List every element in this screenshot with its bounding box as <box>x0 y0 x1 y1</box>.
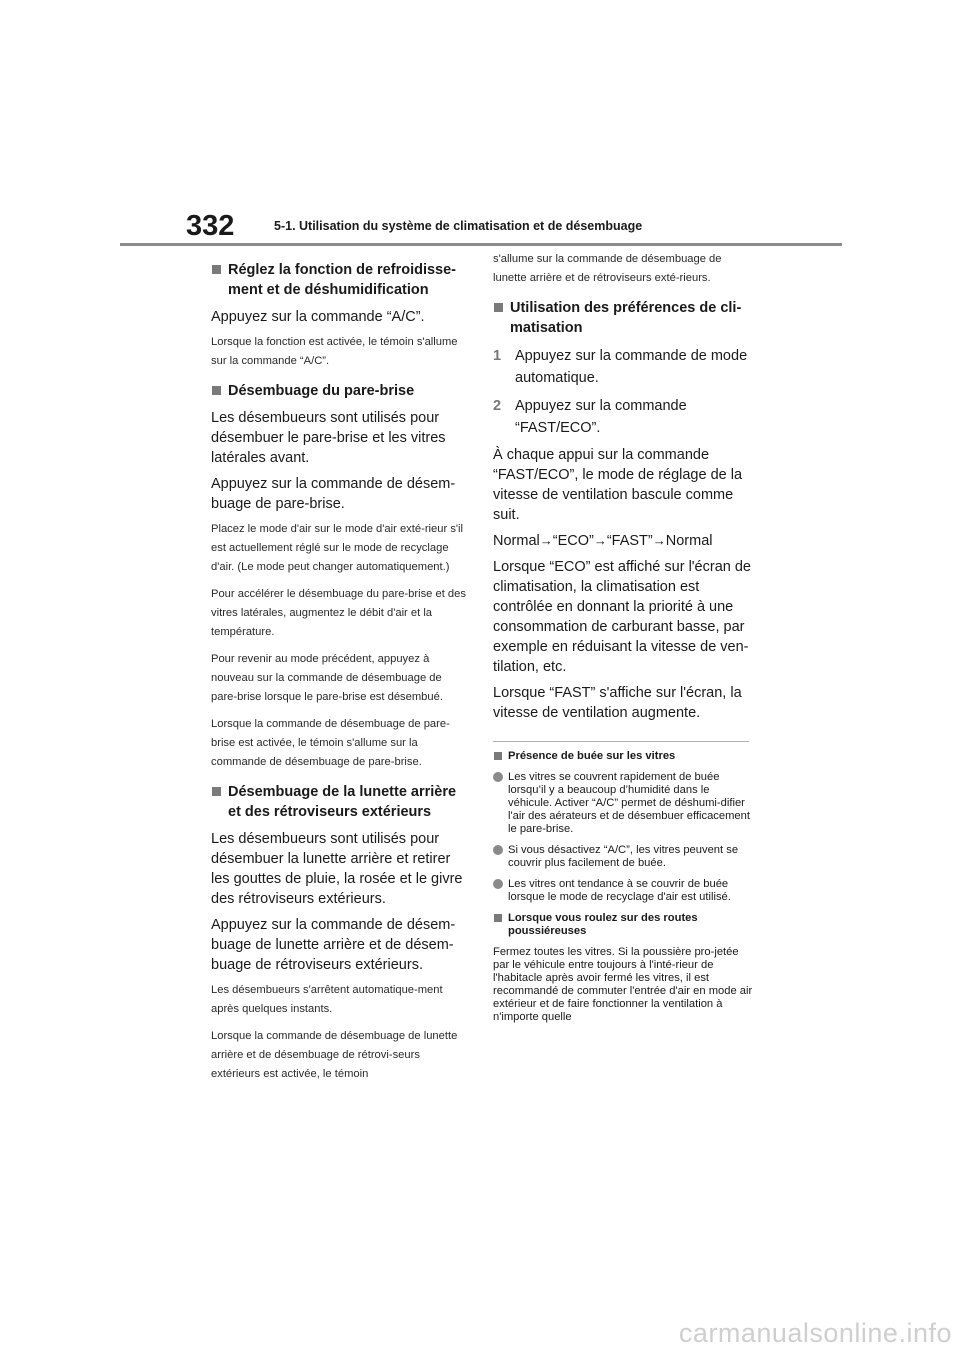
step-text: Appuyez sur la commande “FAST/ECO”. <box>515 398 687 436</box>
section-heading-cooling <box>211 260 467 300</box>
heading-text: Désembuage de la lunette arrière et des rétroviseurs extérieurs <box>228 784 457 820</box>
step-item <box>493 395 755 439</box>
info-heading-text: Présence de buée sur les vitres <box>508 750 676 762</box>
header-divider <box>120 243 842 246</box>
bullet-text: Les vitres se couvrent rapidement de buée lorsqu’il y a beaucoup d’humidité dans le véhicule. Activer “A/C” permet de déshumi-difier l'air des aérateurs et de désembuer efficacement le pare-brise. <box>508 771 750 835</box>
bullet-item <box>493 771 755 836</box>
info-divider <box>493 741 749 742</box>
square-bullet-icon <box>212 265 221 274</box>
note-text: Pour accélérer le désembuage du pare-brise et des vitres latérales, augmentez le débit d'air et la température. <box>211 588 466 638</box>
heading-text: Désembuage du pare-brise <box>228 383 415 399</box>
circle-bullet-icon <box>493 845 503 855</box>
mode-sequence <box>493 531 755 551</box>
square-bullet-icon <box>494 914 502 922</box>
step-text: Appuyez sur la commande de mode automatique. <box>515 348 748 386</box>
circle-bullet-icon <box>493 772 503 782</box>
square-bullet-icon <box>494 752 502 760</box>
info-heading-dusty-roads <box>493 912 755 938</box>
note-text: s'allume sur la commande de désembuage de lunette arrière et de rétroviseurs exté-rieurs. <box>493 253 722 284</box>
section-title: 5-1. Utilisation du système de climatisation et de désembuage <box>274 219 643 233</box>
section-heading-climate-preferences <box>493 298 755 338</box>
note-text: Placez le mode d'air sur le mode d'air exté-rieur s'il est actuellement réglé sur le mode de recyclage d'air. (Le mode peut changer automatiquement.) <box>211 523 464 573</box>
square-bullet-icon <box>494 303 503 312</box>
bullet-text: Les vitres ont tendance à se couvrir de buée lorsque le mode de recyclage d'air est utilisé. <box>508 878 731 903</box>
right-column <box>493 250 755 1024</box>
bullet-text: Si vous désactivez “A/C”, les vitres peuvent se couvrir plus facilement de buée. <box>508 844 739 869</box>
bullet-item <box>493 878 755 904</box>
body-text: Lorsque “ECO” est affiché sur l'écran de climatisation, la climatisation est contrôlée en donnant la priorité à une consommation de carburant basse, par exemple en réduisant la vitesse de ven-tilation, etc. <box>493 559 751 675</box>
note-text: Lorsque la commande de désembuage de pare-brise est activée, le témoin s'allume sur la commande de désembuage de pare-brise. <box>211 718 450 768</box>
bullet-item <box>493 844 755 870</box>
square-bullet-icon <box>212 787 221 796</box>
arrow-right-icon: → <box>593 533 607 548</box>
body-text: Appuyez sur la commande de désem-buage de lunette arrière et de désem-buage de rétroviseurs extérieurs. <box>211 917 456 973</box>
arrow-right-icon: → <box>652 533 666 548</box>
info-heading-fog <box>493 750 755 763</box>
body-text: À chaque appui sur la commande “FAST/ECO”, le mode de réglage de la vitesse de ventilation bascule comme suit. <box>493 447 743 523</box>
arrow-right-icon: → <box>539 533 553 548</box>
note-text: Lorsque la commande de désembuage de lunette arrière et de désembuage de rétrovi-seurs extérieurs est activée, le témoin <box>211 1030 458 1080</box>
body-text: Les désembueurs sont utilisés pour désembuer le pare-brise et les vitres latérales avant. <box>211 410 446 466</box>
note-text: Lorsque la fonction est activée, le témoin s'allume sur la commande “A/C”. <box>211 336 458 367</box>
mode-fast: “FAST” <box>606 533 653 549</box>
body-text: Appuyez sur la commande “A/C”. <box>211 309 425 325</box>
square-bullet-icon <box>212 386 221 395</box>
page-number: 332 <box>186 210 235 242</box>
watermark: carmanualsonline.info <box>678 1318 952 1348</box>
mode-normal: Normal <box>665 533 713 549</box>
note-text: Pour revenir au mode précédent, appuyez à nouveau sur la commande de désembuage de pare-brise lorsque le pare-brise est désembué. <box>211 653 443 703</box>
step-item <box>493 345 755 389</box>
mode-eco: “ECO” <box>552 533 594 549</box>
body-text: Les désembueurs sont utilisés pour désembuer la lunette arrière et retirer les gouttes de pluie, la rosée et le givre des rétroviseurs extérieurs. <box>211 831 463 907</box>
section-heading-rear-defog <box>211 782 467 822</box>
heading-text: Réglez la fonction de refroidisse-ment et de déshumidification <box>228 262 457 298</box>
info-body-text: Fermez toutes les vitres. Si la poussière pro-jetée par le véhicule entre toujours à l'inté-rieur de l'habitacle après avoir fermé les vitres, il est recommandé de commuter l'entrée d'air en mode air extérieur et de faire fonctionner la ventilation à n'importe quelle <box>493 946 753 1023</box>
body-text: Lorsque “FAST” s'affiche sur l'écran, la vitesse de ventilation augmente. <box>493 685 742 721</box>
body-text: Appuyez sur la commande de désem-buage de pare-brise. <box>211 476 456 512</box>
note-text: Les désembueurs s'arrêtent automatique-ment après quelques instants. <box>211 984 443 1015</box>
heading-text: Utilisation des préférences de cli-matisation <box>510 300 742 336</box>
step-number: 1 <box>493 348 502 364</box>
step-number: 2 <box>493 398 502 414</box>
circle-bullet-icon <box>493 879 503 889</box>
left-column <box>211 250 467 1092</box>
mode-normal: Normal <box>493 533 540 549</box>
info-heading-text: Lorsque vous roulez sur des routes poussiéreuses <box>508 912 698 937</box>
section-heading-windshield-defog <box>211 381 467 401</box>
